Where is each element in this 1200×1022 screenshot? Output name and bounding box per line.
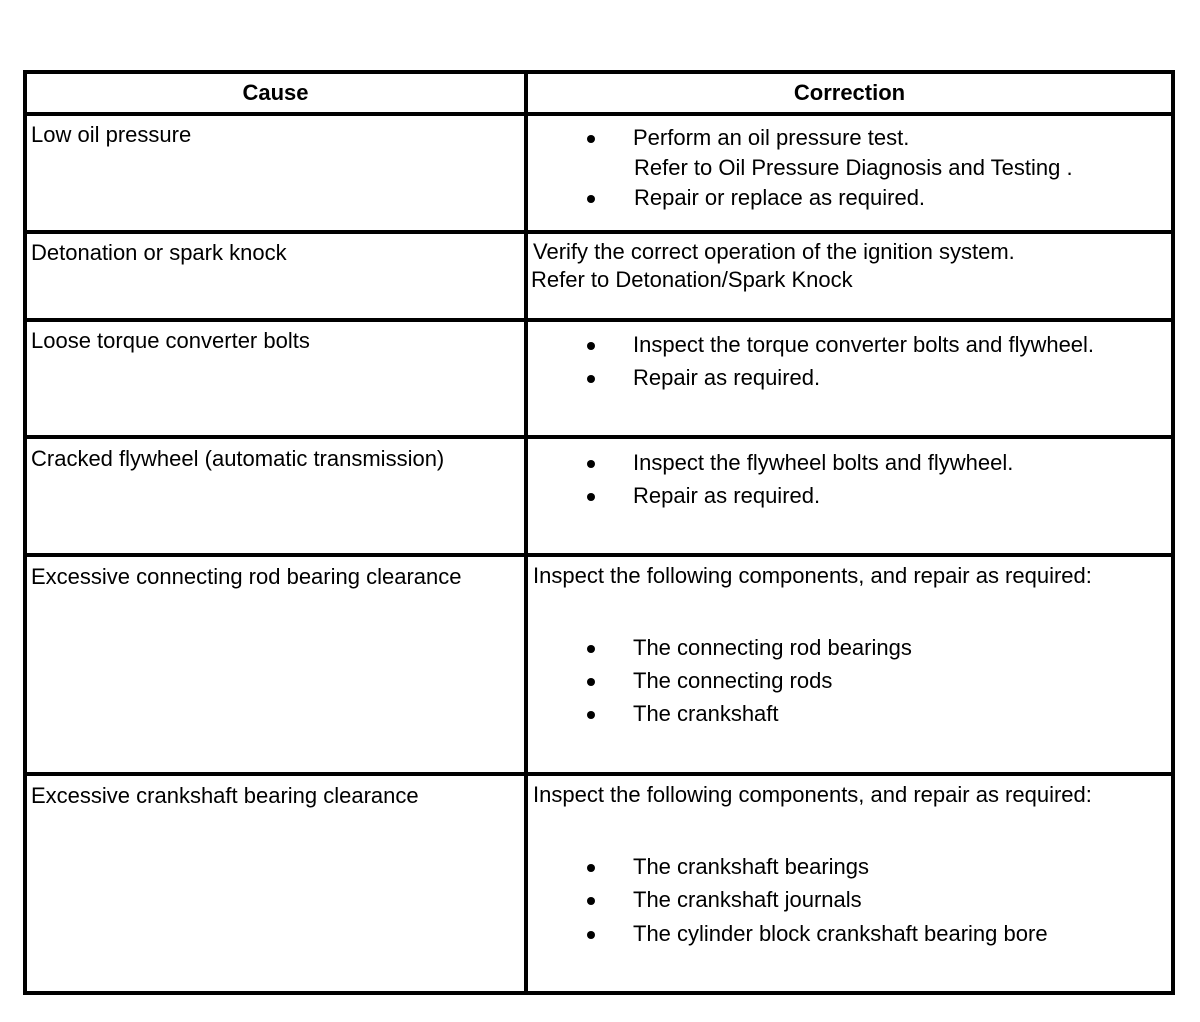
row-divider — [23, 230, 1175, 234]
bullet-icon — [587, 460, 595, 468]
list-item-text: The connecting rods — [633, 668, 833, 693]
bullet-icon — [587, 195, 595, 203]
list-item-text: Repair as required. — [633, 483, 821, 508]
list-item-text: The cylinder block crankshaft bearing bore — [633, 921, 1048, 946]
bullet-icon — [587, 493, 595, 501]
correction-intro: Inspect the following components, and repair as required: — [533, 782, 1092, 807]
cause-cell: Loose torque converter bolts — [31, 328, 310, 353]
cause-cell: Excessive connecting rod bearing clearance — [31, 564, 462, 589]
cause-cell: Excessive crankshaft bearing clearance — [31, 783, 419, 808]
header-cause: Cause — [242, 80, 309, 105]
header-divider — [23, 112, 1175, 116]
list-item-text: The crankshaft journals — [633, 887, 862, 912]
header-correction: Correction — [793, 80, 906, 105]
table-border-left — [23, 70, 27, 995]
list-item-text: The crankshaft bearings — [633, 854, 870, 879]
list-item-text: The crankshaft — [633, 701, 779, 726]
cause-cell: Cracked flywheel (automatic transmission) — [31, 446, 445, 471]
reference-text: Refer to Detonation/Spark Knock — [531, 267, 853, 292]
bullet-icon — [587, 931, 595, 939]
bullet-icon — [587, 135, 595, 143]
column-divider — [524, 70, 528, 995]
reference-text: Refer to Oil Pressure Diagnosis and Testing . — [634, 155, 1073, 180]
bullet-icon — [587, 342, 595, 350]
list-item-text: Inspect the torque converter bolts and flywheel. — [633, 332, 1095, 357]
diagnosis-table — [23, 70, 1175, 995]
correction-text: Verify the correct operation of the ignition system. — [533, 239, 1015, 264]
list-item-text: The connecting rod bearings — [633, 635, 912, 660]
correction-intro: Inspect the following components, and repair as required: — [533, 563, 1092, 588]
row-divider — [23, 318, 1175, 322]
row-divider — [23, 553, 1175, 557]
row-divider — [23, 435, 1175, 439]
list-item-text: Perform an oil pressure test. — [633, 125, 910, 150]
row-divider — [23, 772, 1175, 776]
table-border-bottom — [23, 991, 1175, 995]
list-item-text: Repair or replace as required. — [634, 185, 926, 210]
bullet-icon — [587, 864, 595, 872]
bullet-icon — [587, 897, 595, 905]
cause-cell: Detonation or spark knock — [31, 240, 287, 265]
bullet-icon — [587, 375, 595, 383]
cause-cell: Low oil pressure — [31, 122, 192, 147]
list-item-text: Inspect the flywheel bolts and flywheel. — [633, 450, 1014, 475]
bullet-icon — [587, 678, 595, 686]
bullet-icon — [587, 645, 595, 653]
table-border-right — [1171, 70, 1175, 995]
table-border-top — [23, 70, 1175, 74]
bullet-icon — [587, 711, 595, 719]
list-item-text: Repair as required. — [633, 365, 821, 390]
